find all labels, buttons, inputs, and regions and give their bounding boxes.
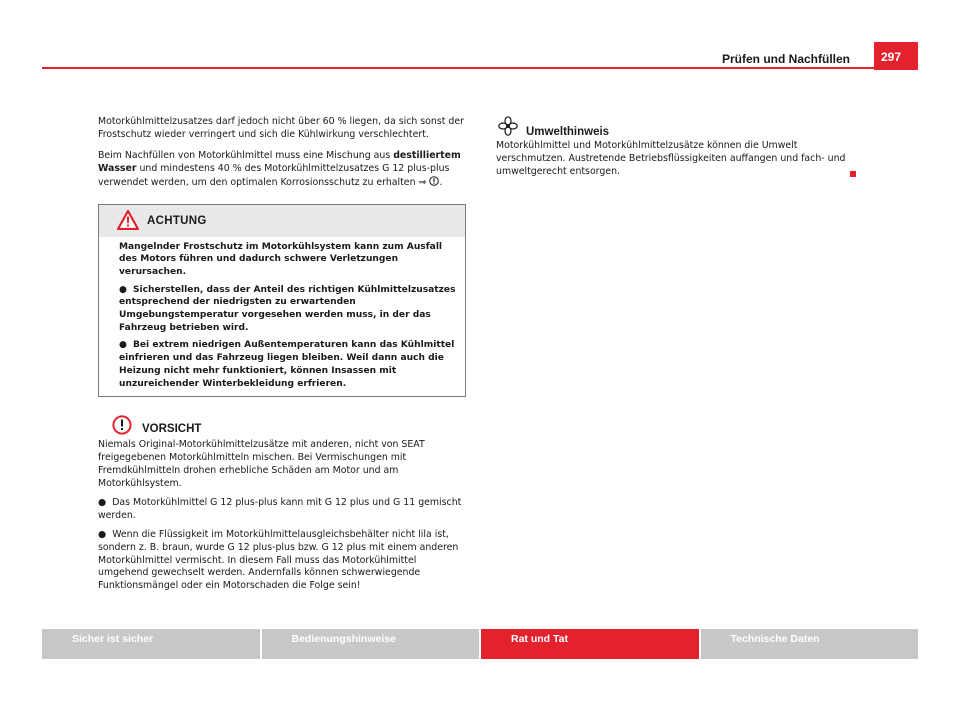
caution-circle-icon — [112, 415, 132, 435]
footer-nav — [42, 629, 918, 659]
caution-reference-icon — [429, 176, 439, 186]
warning-paragraph: Mangelnder Frostschutz im Motorkühlsystem kann zum Ausfall des Motors führen und dadurch schwere Verletzungen verursachen. — [119, 241, 443, 277]
intro-text-pre: Beim Nachfüllen von Motorkühlmittel muss eine Mischung aus — [98, 149, 394, 161]
intro-paragraph-1: Motorkühlmittelzusatzes darf jedoch nicht über 60 % liegen, da sich sonst der Frostschutz wieder verringert und sich die Kühlwirkung verschlechtert. — [98, 116, 464, 140]
caution-header — [98, 415, 466, 437]
caution-title: VORSICHT — [142, 423, 202, 436]
caution-bullet-text: Wenn die Flüssigkeit im Motorkühlmittelausgleichsbehälter nicht lila ist, sondern z. B. braun, wurde G 12 plus-plus bzw. G 12 plus mit einem anderen Motorkühlmittel vermischt. In diesem Fall muss das Motorkühlmittel umgehend gewechselt werden. Andernfalls können schwerwiegende Funktionsmängel oder ein Motorschaden die Folge sein! — [98, 528, 459, 592]
bullet-icon: ● — [98, 528, 107, 540]
caution-section — [98, 415, 466, 593]
intro-text-bold: destilliertem Wasser — [98, 149, 461, 174]
warning-box — [98, 204, 466, 398]
warning-bullet — [119, 339, 459, 390]
section-end-mark — [850, 171, 856, 177]
warning-bullet-text: Bei extrem niedrigen Außentemperaturen kann das Kühlmittel einfrieren und das Fahrzeug liegen bleiben. Weil dann auch die Heizung nicht mehr funktioniert, können Insassen mit unzureichender Winterbekleidung erfrieren. — [119, 340, 455, 389]
bullet-icon: ● — [119, 340, 127, 351]
environment-body — [496, 140, 864, 179]
warning-bullet-text: Sicherstellen, dass der Anteil des richtigen Kühlmittelzusatzes entsprechend der niedrigsten zu erwartenden Umgebungstemperatur vorgesehen werden muss, in der das Fahrzeug betrieben wird. — [119, 284, 456, 333]
caution-bullet — [98, 529, 466, 594]
caution-bullet-text: Das Motorkühlmittel G 12 plus-plus kann mit G 12 plus und G 11 gemischt werden. — [98, 496, 462, 521]
left-column — [98, 116, 466, 599]
intro-paragraph-2 — [98, 150, 466, 190]
intro-text-end: . — [439, 176, 443, 188]
page-header-title: Prüfen und Nachfüllen — [721, 52, 850, 66]
bullet-icon: ● — [98, 496, 107, 508]
warning-body — [99, 237, 465, 397]
bullet-icon: ● — [119, 284, 127, 295]
environment-text: Motorkühlmittel und Motorkühlmittelzusätze können die Umwelt verschmutzen. Austretende Betriebsflüssigkeiten auffangen und fach- und umweltgerecht entsorgen. — [496, 140, 846, 177]
caution-paragraph: Niemals Original-Motorkühlmittelzusätze mit anderen, nicht von SEAT freigegebenen Motorkühlmitteln mischen. Bei Vermischungen mit Fremdkühlmitteln drohen erhebliche Schäden am Motor und am Motorkühlsystem. — [98, 439, 425, 489]
warning-header — [99, 205, 465, 237]
intro-text-post: und mindestens 40 % des Motorkühlmittelzusatzes G 12 plus-plus verwendet werden, um den optimalen Korrosionsschutz zu erhalten ⇒ — [98, 162, 450, 188]
warning-title: ACHTUNG — [147, 214, 207, 227]
header-divider — [42, 67, 918, 69]
environment-title: Umwelthinweis — [526, 126, 610, 138]
caution-body — [98, 439, 466, 593]
environment-header — [496, 118, 864, 140]
footer-tab-bedienungshinweise[interactable]: Bedienungshinweise — [262, 629, 480, 659]
caution-bullet — [98, 497, 466, 523]
footer-tab-sicher-ist-sicher[interactable]: Sicher ist sicher — [42, 629, 260, 659]
warning-bullet — [119, 284, 459, 335]
page-number: 297 — [874, 42, 918, 70]
flower-icon — [498, 116, 518, 136]
right-column — [496, 118, 864, 179]
warning-triangle-icon — [117, 210, 139, 230]
footer-tab-technische-daten[interactable]: Technische Daten — [701, 629, 919, 659]
footer-tab-rat-und-tat[interactable]: Rat und Tat — [481, 629, 699, 659]
